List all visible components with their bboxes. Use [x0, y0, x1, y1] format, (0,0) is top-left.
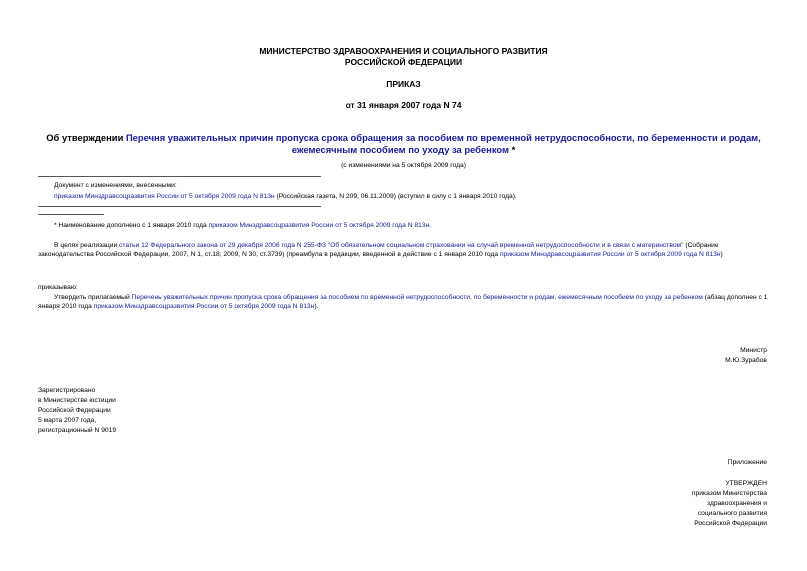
approve-list-link[interactable]: Перечень уважительных причин пропуска срока обращения за пособием по временной нетрудоспособности, по беременности и родам, ежемесячным пособием по уходу за ребенком	[131, 294, 703, 301]
appendix-line1: приказом Министерства	[691, 490, 767, 497]
order-paragraph	[38, 293, 773, 311]
registration-line2: в Министерстве юстиции	[38, 397, 116, 404]
appendix-approved: УТВЕРЖДЕН	[725, 480, 767, 487]
registration-line5: регистрационный N 9019	[38, 427, 117, 434]
footnote-end: .	[429, 222, 432, 229]
preamble-law-link[interactable]: статьи 12 Федерального закона от 29 декабря 2006 года N 255-ФЗ "Об обязательном социальном страховании на случай временной нетрудоспособности и в связи с материнством"	[119, 242, 684, 249]
changes-box-top-rule	[38, 176, 321, 177]
addendum-link[interactable]: приказом Минздравсоцразвития России от 5 октября 2009 года N 813н	[93, 303, 315, 310]
document-date: от 31 января 2007 года N 74	[345, 100, 462, 110]
footnote-rule	[38, 214, 104, 215]
footnote-link[interactable]: приказом Минздравсоцразвития России от 5 октября 2009 года N 813н	[208, 222, 430, 229]
appendix-label: Приложение	[727, 459, 767, 466]
title-link-line2[interactable]: ежемесячным пособием по уходу за ребенком	[291, 144, 509, 155]
appendix-line3: социального развития	[697, 510, 767, 517]
footnote	[54, 221, 774, 230]
amendments-note: (с изменениями на 5 октября 2009 года)	[341, 162, 466, 169]
title-prefix: Об утверждении	[46, 132, 126, 143]
document-title-line2	[0, 144, 807, 155]
appendix-line2: здравоохранения и	[707, 500, 767, 507]
addendum-text: (абзац дополнен с 1 января 2010 года	[38, 294, 768, 310]
document-type: ПРИКАЗ	[386, 79, 421, 89]
order-command: приказываю:	[38, 284, 78, 291]
changes-box-label: Документ с изменениями, внесенными:	[54, 182, 177, 189]
title-link-line1[interactable]: Перечня уважительных причин пропуска срока обращения за пособием по временной нетрудоспособности, по беременности и родам,	[125, 132, 761, 143]
changes-box-link[interactable]: приказом Минздравсоцразвития России от 5 октября 2009 года N 813н	[54, 193, 275, 200]
addendum-end: ).	[314, 303, 319, 310]
preamble-text-1: В целях реализации	[54, 242, 120, 249]
changes-box-tail: (Российская газета, N 209, 06.11.2009) (вступил в силу с 1 января 2010 года).	[274, 193, 517, 200]
registration-line3: Российской Федерации	[38, 407, 111, 414]
preamble-text-3: )	[720, 251, 723, 258]
signature-position: Министр	[740, 347, 767, 354]
preamble-text-2: (Собрание законодательства Российской Федерации, 2007, N 1, ст.18; 2009, N 30, ст.3739) (преамбула в редакции, введенной в действие с 1 января 2010 года	[38, 242, 719, 258]
preamble-order-link[interactable]: приказом Минздравсоцразвития России от 5 октября 2009 года N 813н	[499, 251, 721, 258]
footnote-text: * Наименование дополнено с 1 января 2010 года	[54, 222, 209, 229]
appendix-line4: Российской Федерации	[694, 520, 767, 527]
ministry-name-line2: РОССИЙСКОЙ ФЕДЕРАЦИИ	[344, 57, 463, 67]
signature-name: М.Ю.Зурабов	[725, 357, 767, 364]
registration-line1: Зарегистрировано	[38, 387, 96, 394]
changes-box-text	[54, 192, 774, 201]
approve-prefix: Утвердить прилагаемый	[54, 294, 132, 301]
document-title	[0, 132, 807, 143]
changes-box-bottom-rule	[38, 206, 321, 207]
ministry-name-line1: МИНИСТЕРСТВО ЗДРАВООХРАНЕНИЯ И СОЦИАЛЬНОГО РАЗВИТИЯ	[259, 46, 548, 56]
preamble-paragraph	[38, 241, 770, 259]
registration-line4: 5 марта 2007 года,	[38, 417, 97, 424]
title-asterisk: *	[508, 144, 516, 155]
